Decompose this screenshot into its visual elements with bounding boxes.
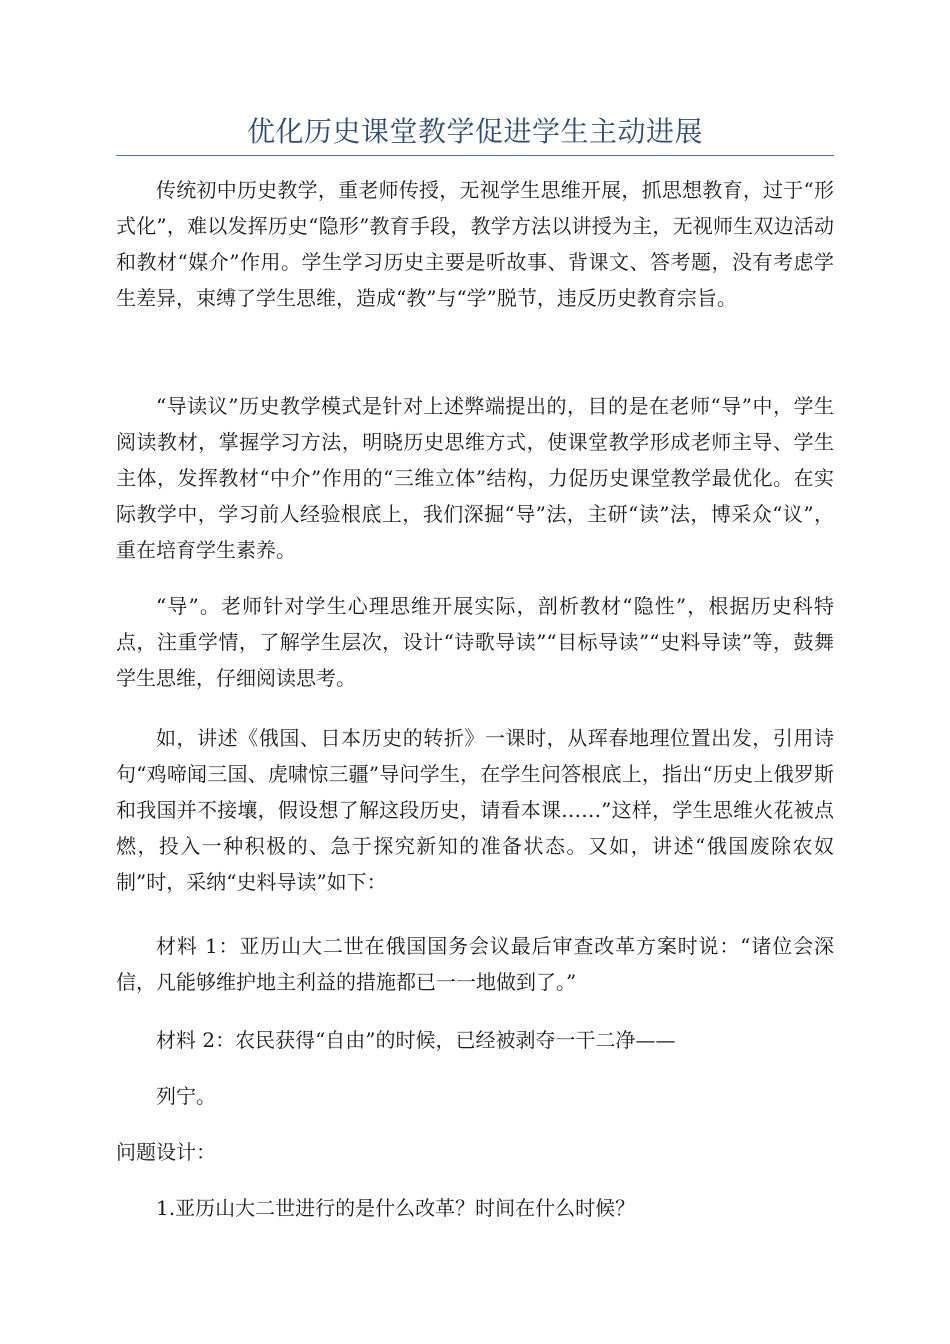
paragraph-6: 材料 2：农民获得“自由”的时候，已经被剥夺一干二净—— (156, 1028, 676, 1052)
paragraph-5: 材料 1：亚历山大二世在俄国国务会议最后审查改革方案时说：“诸位会深信，凡能够维护地主利益的措施都已一一地做到了。” (116, 934, 834, 994)
paragraph-4: 如，讲述《俄国、日本历史的转折》一课时，从珲春地理位置出发，引用诗句“鸡啼闻三国、虎啸惊三疆”导问学生，在学生问答根底上，指出“历史上俄罗斯和我国并不接壤，假设想了解这段历史，请看本课……”这样，学生思维火花被点燃，投入一种积极的、急于探究新知的准备状态。又如，讲述“俄国废除农奴制”时，采纳“史料导读”如下： (116, 726, 834, 894)
paragraph-1: 传统初中历史教学，重老师传授，无视学生思维开展，抓思想教育，过于“形式化”，难以发挥历史“隐形”教育手段，教学方法以讲授为主，无视师生双边活动和教材“媒介”作用。学生学习历史主要是听故事、背课文、答考题，没有考虑学生差异，束缚了学生思维，造成“教”与“学”脱节，违反历史教育宗旨。 (116, 178, 834, 310)
paragraph-2: “导读议”历史教学模式是针对上述弊端提出的，目的是在老师“导”中，学生阅读教材，掌握学习方法，明晓历史思维方式，使课堂教学形成老师主导、学生主体，发挥教材“中介”作用的“三维立体”结构，力促历史课堂教学最优化。在实际教学中，学习前人经验根底上，我们深掘“导”法，主研“读”法，博采众“议”，重在培育学生素养。 (116, 394, 834, 562)
paragraph-9: 1.亚历山大二世进行的是什么改革？时间在什么时候？ (156, 1196, 636, 1220)
paragraph-3: “导”。老师针对学生心理思维开展实际，剖析教材“隐性”，根据历史科特点，注重学情，了解学生层次，设计“诗歌导读”“目标导读”“史料导读”等，鼓舞学生思维，仔细阅读思考。 (116, 594, 834, 690)
title-underline (116, 155, 834, 156)
paragraph-8: 问题设计： (116, 1140, 216, 1164)
document-title: 优化历史课堂教学促进学生主动进展 (246, 115, 703, 148)
paragraph-7: 列宁。 (156, 1084, 216, 1108)
